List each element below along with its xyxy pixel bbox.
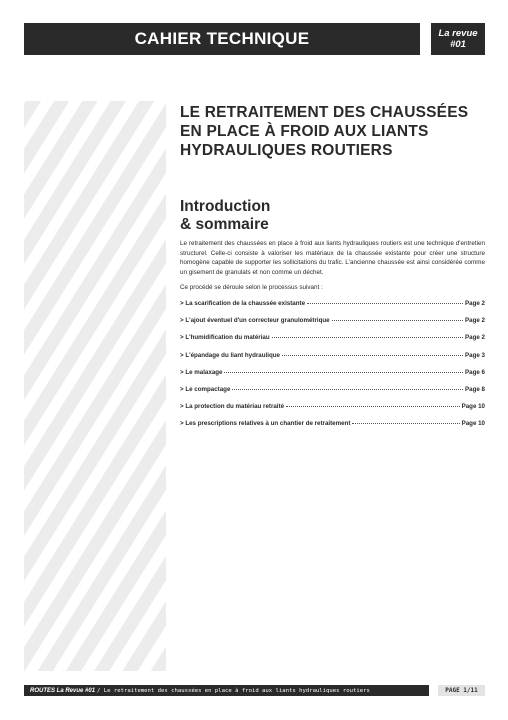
toc-item[interactable] (180, 420, 485, 437)
toc-item-label: > L'ajout éventuel d'un correcteur granulométrique (180, 317, 330, 325)
toc-dot-leader (224, 372, 463, 373)
toc-item-page: Page 10 (461, 403, 485, 411)
toc-item-page: Page 10 (461, 420, 485, 428)
intro-paragraph: Le retraitement des chaussées en place à froid aux liants hydrauliques routiers est une technique d'entretien structurel. Celle-ci consiste à valoriser les matériaux de la chaussée existante pour créer une structure homogène capable de supporter les sollicitations du trafic. L'ancienne chaussée est ainsi considérée comme un gisement de granulats et non comme un déchet. (180, 240, 485, 276)
toc-item[interactable] (180, 352, 485, 369)
toc-item-page: Page 8 (465, 385, 485, 393)
toc-item-label: > Le compactage (180, 385, 231, 393)
header-bar (24, 23, 420, 55)
toc-dot-leader (286, 406, 460, 407)
toc-item-page: Page 2 (465, 300, 485, 307)
footer-brand: ROUTES La Revue #01 (30, 687, 96, 694)
toc-item-page: Page 6 (465, 368, 485, 376)
page-title: LE RETRAITEMENT DES CHAUSSÉES EN PLACE À FROID AUX LIANTS HYDRAULIQUES ROUTIERS (180, 104, 469, 159)
toc-item-label: > L'humidification du matériau (180, 334, 270, 342)
toc-item[interactable] (180, 386, 485, 403)
toc-dot-leader (272, 337, 463, 338)
toc-item[interactable] (180, 403, 485, 420)
page-number-badge (438, 685, 485, 696)
toc-dot-leader (352, 423, 459, 424)
footer-bar (24, 685, 429, 696)
toc-item-page: Page 2 (465, 317, 485, 325)
page-number: PAGE 1/11 (445, 687, 478, 694)
toc-dot-leader (282, 355, 463, 356)
toc-dot-leader (232, 389, 463, 390)
toc-item[interactable] (180, 300, 485, 317)
toc-item-label: > Le malaxage (180, 368, 223, 376)
footer-description: / Le retraitement des chaussées en place à froid aux liants hydrauliques routiers (97, 687, 370, 694)
toc-item-label: > La protection du matériau retraité (180, 403, 285, 411)
toc-item-label: > L'épandage du liant hydraulique (180, 351, 280, 359)
toc-item-label: > Les prescriptions relatives à un chantier de retraitement (180, 420, 351, 428)
section-title-line2: & sommaire (180, 216, 269, 233)
toc-item-page: Page 3 (465, 351, 485, 359)
toc-item-label: > La scarification de la chaussée existante (180, 300, 306, 307)
issue-badge-line2: #01 (450, 39, 466, 50)
process-intro: Ce procédé se déroule selon le processus suivant : (180, 284, 323, 291)
issue-badge (431, 23, 485, 55)
toc-item[interactable] (180, 369, 485, 386)
section-title (180, 198, 480, 234)
toc-item[interactable] (180, 334, 485, 351)
section-title-line1: Introduction (180, 198, 271, 215)
toc-dot-leader (332, 320, 463, 321)
issue-badge-line1: La revue (438, 28, 478, 39)
toc-item-page: Page 2 (465, 334, 485, 342)
toc-item[interactable] (180, 317, 485, 334)
table-of-contents (180, 300, 485, 438)
toc-dot-leader (307, 303, 463, 304)
decorative-stripes (24, 101, 166, 671)
header-title: CAHIER TECHNIQUE (134, 29, 310, 48)
